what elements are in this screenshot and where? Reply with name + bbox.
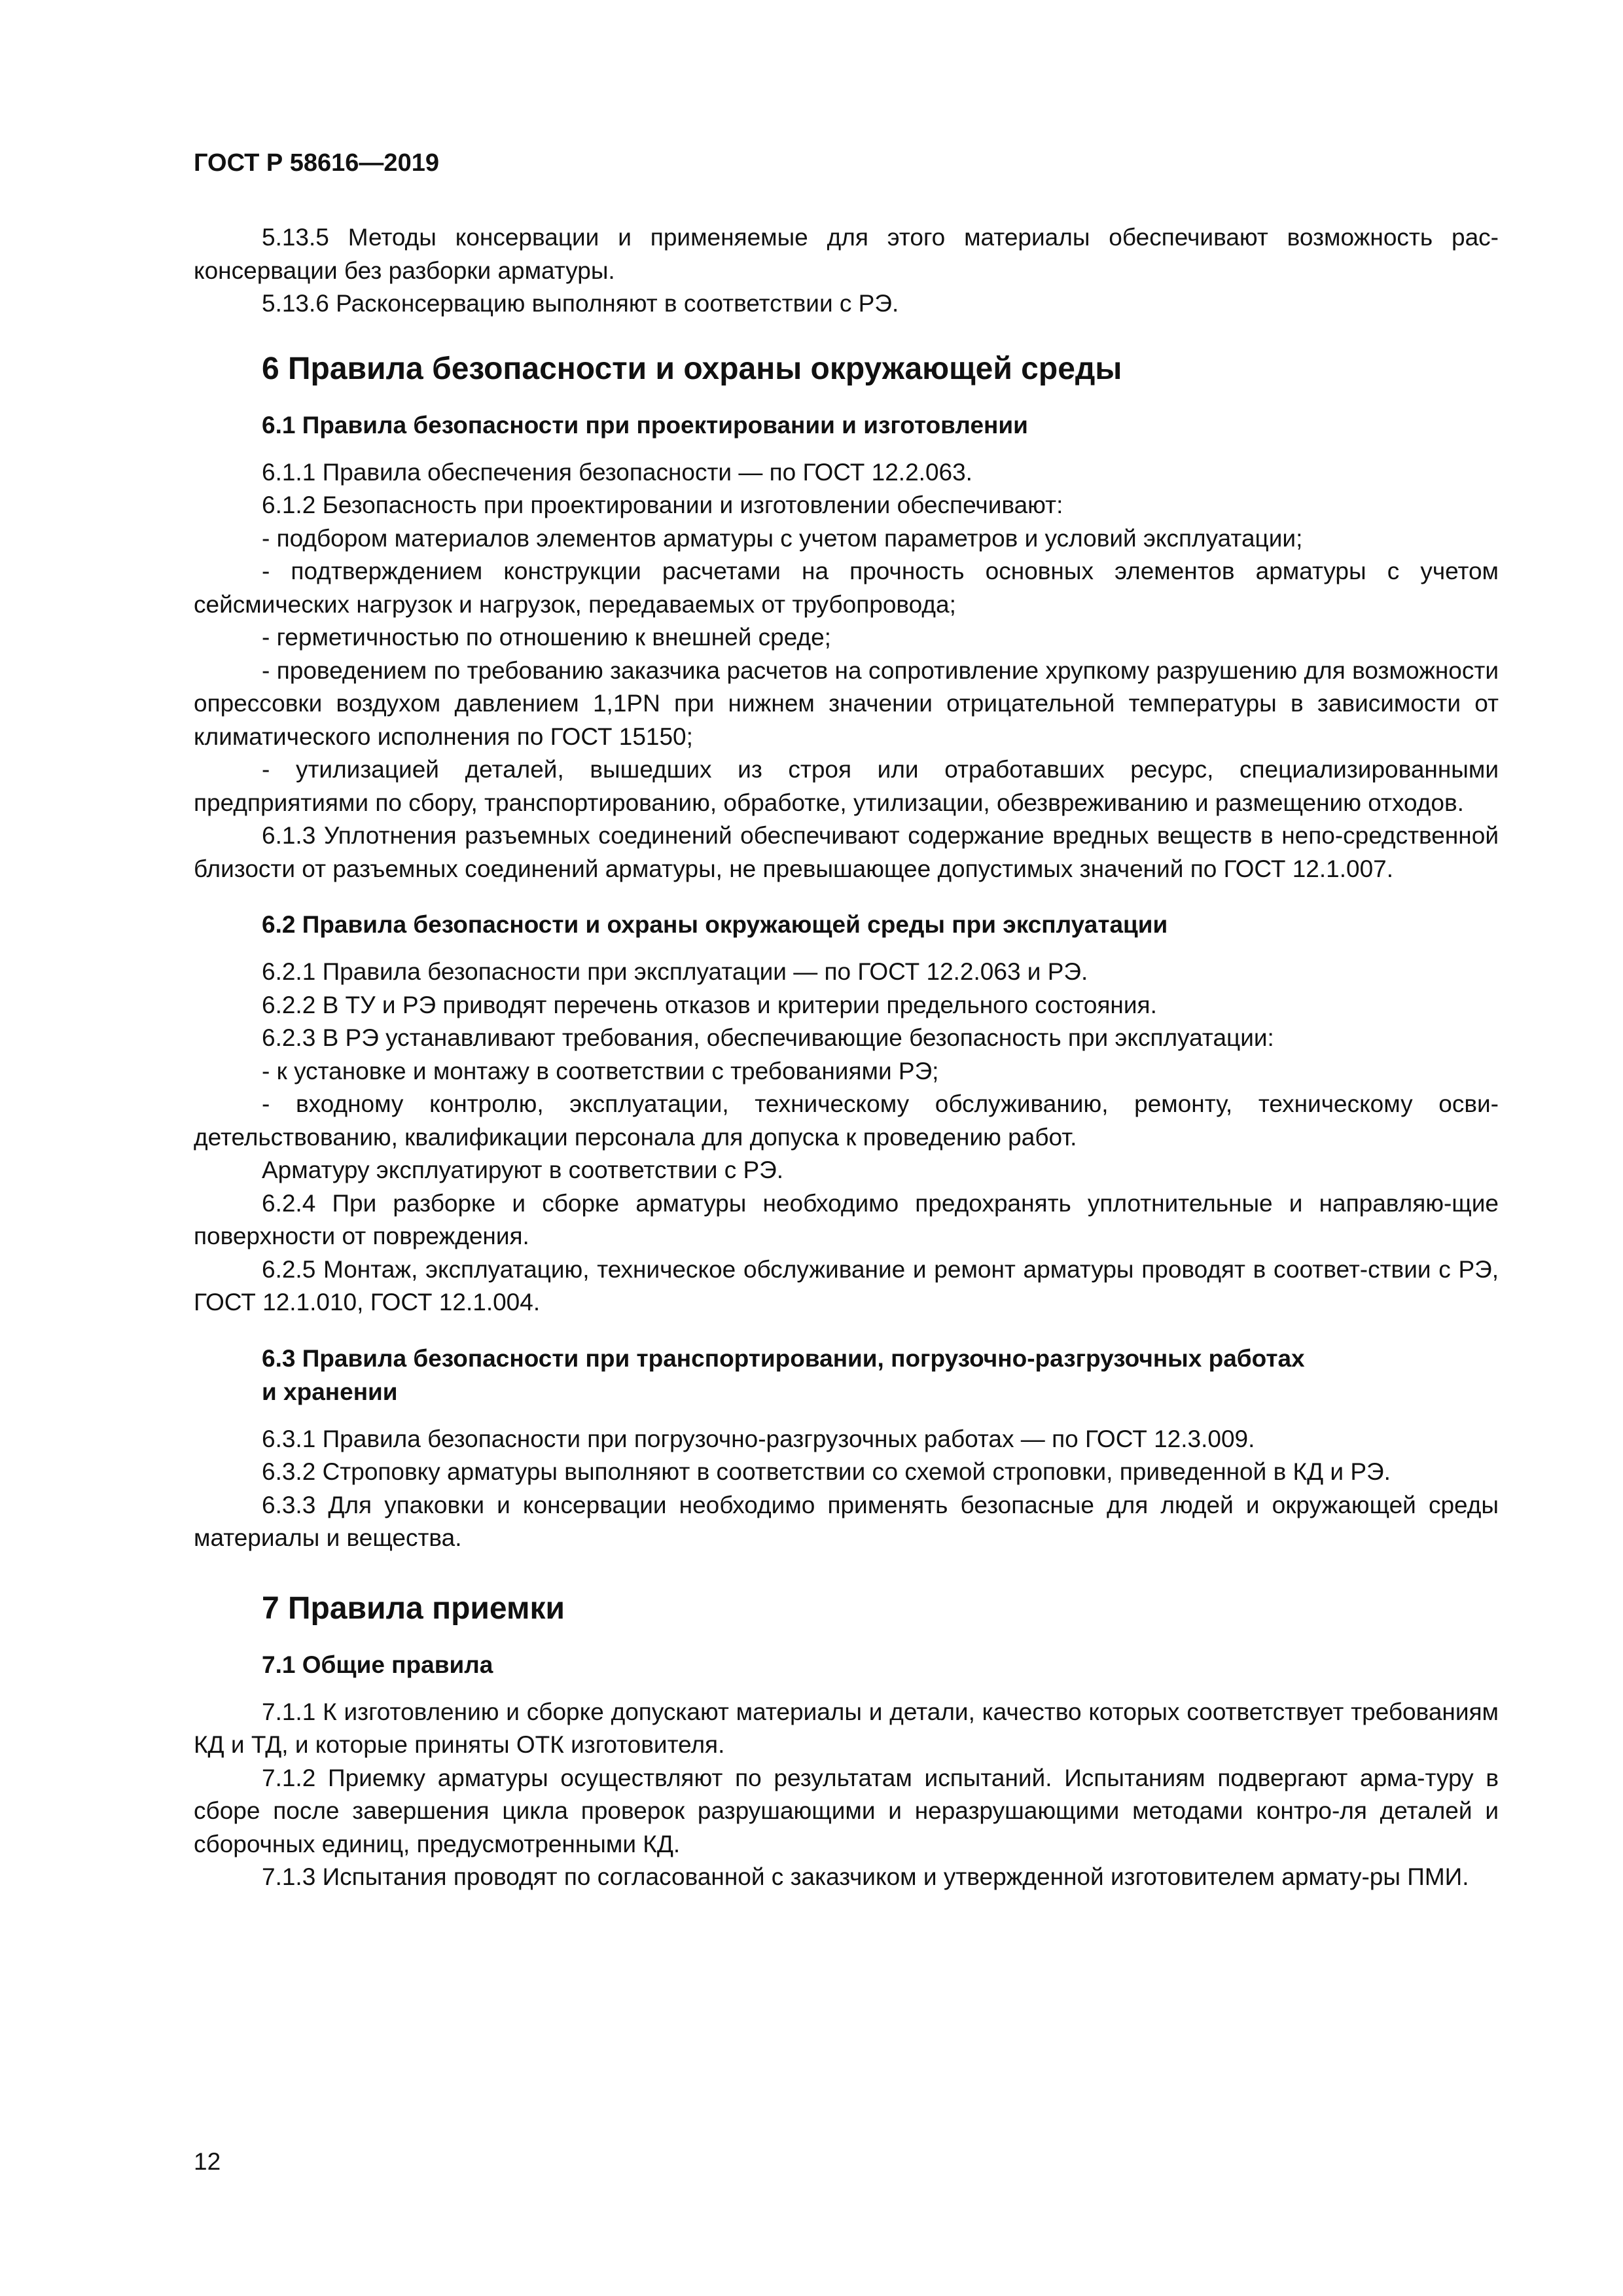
paragraph: 6.2.2 В ТУ и РЭ приводят перечень отказов и критерии предельного состояния. xyxy=(262,991,1157,1018)
list-item: - подтверждением конструкции расчетами на прочность основных элементов арматуры с учетом сейсмических нагрузок и нагрузок, передаваемых от трубопровода; xyxy=(194,558,1499,618)
paragraph: 5.13.6 Расконсервацию выполняют в соответствии с РЭ. xyxy=(262,290,899,317)
paragraph: 6.1.3 Уплотнения разъемных соединений обеспечивают содержание вредных веществ в непо-средственной близости от разъемных соединений арматуры, не превышающее допустимых значений по ГОСТ 12.1.007. xyxy=(194,822,1499,882)
paragraph: 6.3.2 Строповку арматуры выполняют в соответствии со схемой строповки, приведенной в КД и РЭ. xyxy=(262,1458,1391,1485)
document-body xyxy=(194,221,1499,1894)
list-item: - проведением по требованию заказчика расчетов на сопротивление хрупкому разрушению для возможности опрессовки воздухом давлением 1,1PN при нижнем значении отрицательной температуры в зависимости от климатического исполнения по ГОСТ 15150; xyxy=(194,656,1499,750)
subsection-heading-7-1: 7.1 Общие правила xyxy=(262,1651,493,1678)
list-item: - утилизацией деталей, вышедших из строя или отработавших ресурс, специализированными предприятиями по сбору, транспортированию, обработке, утилизации, обезвреживанию и размещению отходов. xyxy=(194,756,1499,816)
subsection-heading-line: и хранении xyxy=(262,1378,398,1405)
list-item: - входному контролю, эксплуатации, техническому обслуживанию, ремонту, техническому осви-детельствованию, квалификации персонала для допуска к проведению работ. xyxy=(194,1090,1499,1151)
paragraph: 6.3.1 Правила безопасности при погрузочно-разгрузочных работах — по ГОСТ 12.3.009. xyxy=(262,1425,1255,1452)
paragraph: 7.1.1 К изготовлению и сборке допускают материалы и детали, качество которых соответствует требованиям КД и ТД, и которые приняты ОТК изготовителя. xyxy=(194,1698,1499,1758)
subsection-heading-6-3 xyxy=(262,1342,1499,1408)
paragraph: 6.2.4 При разборке и сборке арматуры необходимо предохранять уплотнительные и направляю-щие поверхности от повреждения. xyxy=(194,1189,1499,1249)
paragraph: 6.1.1 Правила обеспечения безопасности — по ГОСТ 12.2.063. xyxy=(262,458,972,486)
paragraph: 6.2.3 В РЭ устанавливают требования, обеспечивающие безопасность при эксплуатации: xyxy=(262,1024,1274,1051)
section-heading-7: 7 Правила приемки xyxy=(262,1590,565,1626)
list-item: - к установке и монтажу в соответствии с требованиями РЭ; xyxy=(262,1057,939,1085)
paragraph: 7.1.3 Испытания проводят по согласованной с заказчиком и утвержденной изготовителем армату-ры ПМИ. xyxy=(262,1863,1469,1890)
paragraph: 6.1.2 Безопасность при проектировании и изготовлении обеспечивают: xyxy=(262,492,1063,518)
page-number: 12 xyxy=(194,2148,221,2175)
subsection-heading-line: 6.3 Правила безопасности при транспортировании, погрузочно-разгрузочных работах xyxy=(262,1344,1305,1372)
section-heading-6: 6 Правила безопасности и охраны окружающей среды xyxy=(262,351,1122,386)
paragraph: Арматуру эксплуатируют в соответствии с РЭ. xyxy=(262,1157,784,1183)
list-item: - подбором материалов элементов арматуры с учетом параметров и условий эксплуатации; xyxy=(262,524,1303,552)
paragraph: 5.13.5 Методы консервации и применяемые для этого материалы обеспечивают возможность рас-консервации без разборки арматуры. xyxy=(194,224,1499,284)
list-item: - герметичностью по отношению к внешней среде; xyxy=(262,624,831,651)
subsection-heading-6-1: 6.1 Правила безопасности при проектировании и изготовлении xyxy=(262,411,1028,439)
paragraph: 6.2.1 Правила безопасности при эксплуатации — по ГОСТ 12.2.063 и РЭ. xyxy=(262,958,1088,985)
document-designation: ГОСТ Р 58616—2019 xyxy=(194,149,439,177)
paragraph: 6.2.5 Монтаж, эксплуатацию, техническое обслуживание и ремонт арматуры проводят в соответ-ствии с РЭ, ГОСТ 12.1.010, ГОСТ 12.1.004. xyxy=(194,1255,1499,1316)
paragraph: 6.3.3 Для упаковки и консервации необходимо применять безопасные для людей и окружающей среды материалы и вещества. xyxy=(194,1491,1499,1551)
paragraph: 7.1.2 Приемку арматуры осуществляют по результатам испытаний. Испытаниям подвергают арма-туру в сборе после завершения цикла проверок разрушающими и неразрушающими методами контро-ля деталей и сборочных единиц, предусмотренными КД. xyxy=(194,1764,1499,1857)
subsection-heading-6-2: 6.2 Правила безопасности и охраны окружающей среды при эксплуатации xyxy=(262,911,1168,938)
